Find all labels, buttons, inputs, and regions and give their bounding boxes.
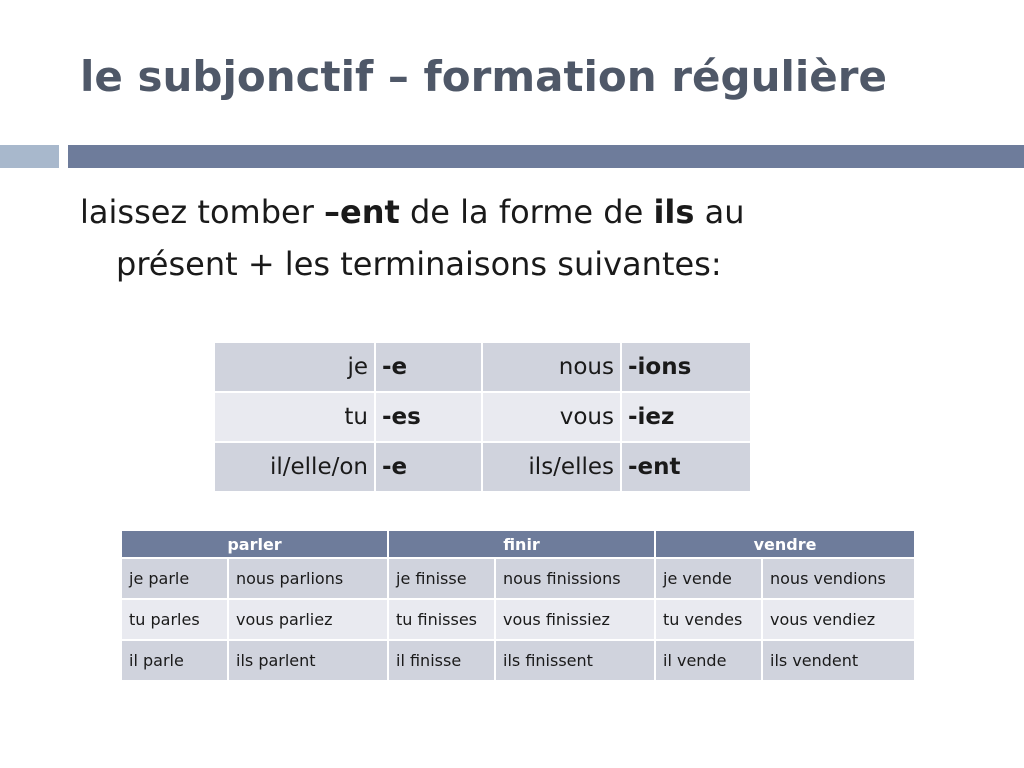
pronoun-cell: je [214,342,375,392]
header-parler: parler [121,530,388,558]
header-finir: finir [388,530,655,558]
endings-row [214,342,751,392]
ending-cell: -ions [621,342,751,392]
table-cell: je vende [655,558,762,599]
header-vendre: vendre [655,530,915,558]
pronoun-cell: ils/elles [482,442,621,492]
instruction-text [80,186,800,290]
table-cell: ils parlent [228,640,388,681]
pronoun-cell: nous [482,342,621,392]
table-cell: ils vendent [762,640,915,681]
bold-ils: ils [653,193,695,231]
ending-cell: -iez [621,392,751,442]
endings-row [214,442,751,492]
table-cell: nous parlions [228,558,388,599]
ending-cell: -e [375,342,482,392]
instruction-line-2: présent + les terminaisons suivantes: [116,245,722,283]
table-cell: je finisse [388,558,495,599]
table-cell: nous vendions [762,558,915,599]
bold-ent: –ent [324,193,400,231]
table-row [121,558,915,599]
table-row [121,640,915,681]
table-row [121,599,915,640]
endings-row [214,392,751,442]
table-cell: tu parles [121,599,228,640]
table-cell: je parle [121,558,228,599]
table-cell: tu vendes [655,599,762,640]
pronoun-cell: vous [482,392,621,442]
table-cell: vous vendiez [762,599,915,640]
ending-cell: -es [375,392,482,442]
conjugation-table [120,529,916,682]
table-cell: il vende [655,640,762,681]
table-cell: nous finissions [495,558,655,599]
accent-bar-right [68,145,1024,168]
table-cell: tu finisses [388,599,495,640]
pronoun-cell: tu [214,392,375,442]
table-cell: il parle [121,640,228,681]
ending-cell: -ent [621,442,751,492]
table-cell: il finisse [388,640,495,681]
ending-cell: -e [375,442,482,492]
pronoun-cell: il/elle/on [214,442,375,492]
endings-table [213,341,752,493]
accent-bar-left [0,145,59,168]
table-cell: ils finissent [495,640,655,681]
header-row [121,530,915,558]
slide-title: le subjonctif – formation régulière [80,52,887,101]
table-cell: vous finissiez [495,599,655,640]
instruction-line-1: laissez tomber –ent de la forme de ils au [80,193,745,231]
table-cell: vous parliez [228,599,388,640]
